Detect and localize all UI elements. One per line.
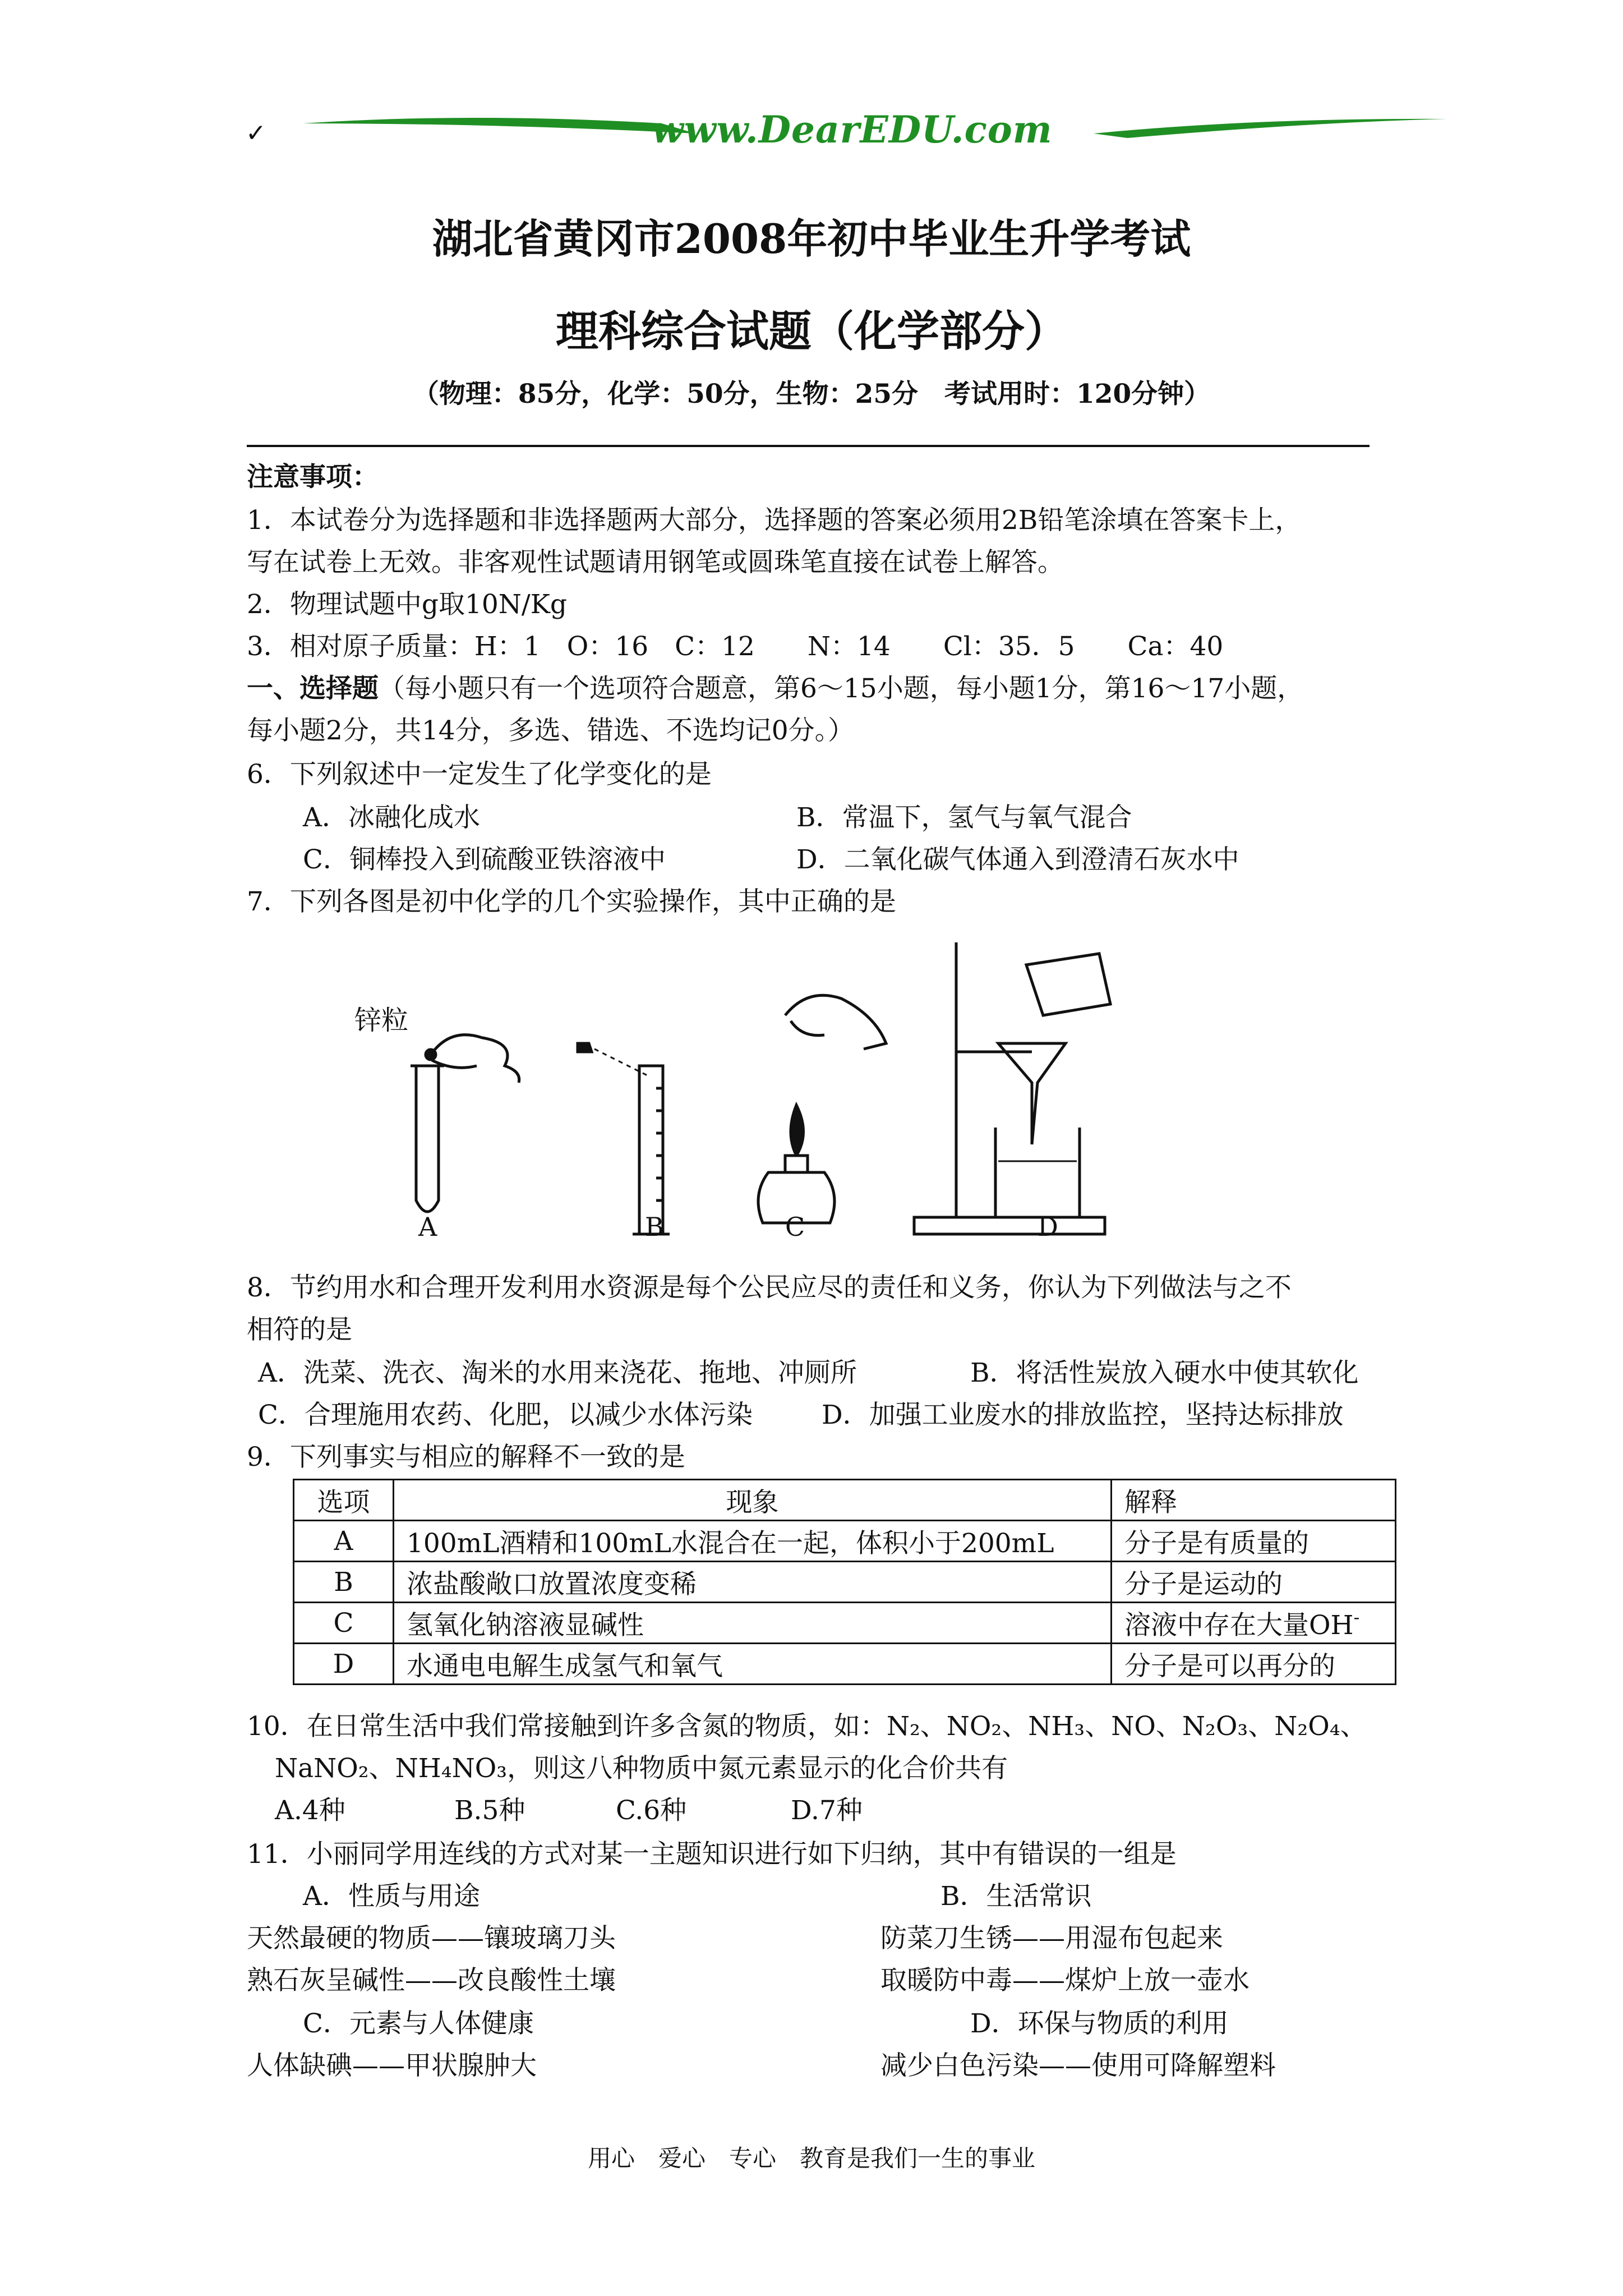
note-1b: 写在试卷上无效。非客观性试题请用钢笔或圆珠笔直接在试卷上解答。 [247,547,1064,578]
q8-stem-1: 8．节约用水和合理开发利用水资源是每个公民应尽的责任和义务，你认为下列做法与之不 [247,1272,1292,1303]
q11-a-item-1: 天然最硬的物质——镶玻璃刀头 [247,1923,616,1954]
q8-option-c: C．合理施用农药、化肥，以减少水体污染 [258,1400,753,1430]
row-option: B [294,1562,394,1603]
row-option: A [294,1521,394,1562]
figure-label-c: C [785,1212,805,1242]
q11-stem: 11．小丽同学用连线的方式对某一主题知识进行如下归纳，其中有错误的一组是 [247,1839,1177,1870]
site-logo-text: www.DearEDU.com [652,108,1053,151]
q8-option-b: B．将活性炭放入硬水中使其软化 [970,1358,1359,1388]
q11-b-item-1: 防菜刀生锈——用湿布包起来 [880,1923,1223,1954]
hydroxide-charge: - [1353,1606,1360,1628]
table-row [294,1603,1396,1644]
table-header-phenomenon: 现象 [394,1480,1112,1521]
q10-stem [247,1705,1367,1748]
figure-d-filtration [914,942,1110,1234]
note-2: 2．物理试题中g取10N/Kg [247,589,567,620]
table-header-row [294,1480,1396,1521]
q8-stem-2: 相符的是 [247,1314,352,1345]
q10-option-a: A.4种 [275,1795,345,1826]
q10-stem-text: 10．在日常生活中我们常接触到许多含氮的物质，如： [247,1711,887,1742]
lab-operations-figure [336,931,1211,1257]
q10-option-b: B.5种 [454,1795,525,1826]
section-1-desc-2: 每小题2分，共14分，多选、错选、不选均记0分。） [247,715,855,746]
banner-swoosh-right [1094,119,1447,138]
title-divider [247,445,1370,447]
exam-subtitle: 理科综合试题（化学部分） [556,306,1067,356]
figure-label-a: A [418,1212,437,1242]
q11-d-item-1: 减少白色污染——使用可降解塑料 [880,2050,1276,2081]
q8-option-a: A．洗菜、洗衣、淘米的水用来浇花、拖地、冲厕所 [258,1358,857,1388]
figure-label-b: B [645,1212,664,1242]
table-row [294,1562,1396,1603]
row-explanation-cell [1112,1603,1396,1644]
score-info: （物理：85分，化学：50分，生物：25分 考试用时：120分钟） [412,379,1211,409]
q7-stem: 7．下列各图是初中化学的几个实验操作，其中正确的是 [247,886,896,917]
q10-stem-2: NaNO₂、NH₄NO₃，则这八种物质中氮元素显示的化合价共有 [275,1753,1008,1784]
q6-option-c: C．铜棒投入到硫酸亚铁溶液中 [303,844,666,875]
row-phenomenon: 水通电电解生成氢气和氧气 [394,1644,1112,1685]
q11-a-title: A．性质与用途 [303,1881,480,1912]
row-phenomenon: 100mL酒精和100mL水混合在一起，体积小于200mL [394,1521,1112,1562]
banner-swoosh-left [303,118,695,134]
figure-b-cylinder [578,1043,670,1234]
q9-stem: 9．下列事实与相应的解释不一致的是 [247,1442,685,1473]
row-option: C [294,1603,394,1644]
table-row [294,1521,1396,1562]
table-header-explanation: 解释 [1112,1480,1396,1521]
table-row [294,1644,1396,1685]
q11-d-title: D．环保与物质的利用 [970,2008,1229,2039]
row-explanation: 分子是运动的 [1112,1562,1396,1603]
q10-option-d: D.7种 [791,1795,863,1826]
q11-c-title: C．元素与人体健康 [303,2008,534,2039]
row-explanation: 溶液中存在大量OH [1124,1609,1354,1641]
figure-a-test-tube [411,1035,519,1212]
exam-title: 湖北省黄冈市2008年初中毕业生升学考试 [432,215,1191,263]
q6-option-b: B．常温下，氢气与氧气混合 [796,802,1132,833]
section-1-desc: （每小题只有一个选项符合题意，第6～15小题，每小题1分，第16～17小题， [379,673,1304,704]
page-footer: 用心 爱心 专心 教育是我们一生的事业 [587,2145,1035,2172]
section-1-intro [247,668,1303,710]
figure-c-alcohol-lamp [758,995,886,1223]
q6-stem: 6．下列叙述中一定发生了化学变化的是 [247,759,712,790]
figure-label-zinc: 锌粒 [354,1005,409,1036]
q11-b-title: B．生活常识 [940,1881,1092,1912]
q8-option-d: D．加强工业废水的排放监控，坚持达标排放 [822,1400,1344,1430]
q6-option-d: D．二氧化碳气体通入到澄清石灰水中 [796,844,1239,875]
note-1a: 1．本试卷分为选择题和非选择题两大部分，选择题的答案必须用2B铅笔涂填在答案卡上， [247,505,1302,536]
checkmark: ✓ [246,119,266,148]
q11-c-item-1: 人体缺碘——甲状腺肿大 [247,2050,537,2081]
row-option: D [294,1644,394,1685]
q9-table [293,1479,1396,1685]
q11-b-item-2: 取暖防中毒——煤炉上放一壶水 [880,1965,1249,1996]
row-phenomenon: 浓盐酸敞口放置浓度变稀 [394,1562,1112,1603]
row-explanation: 分子是有质量的 [1112,1521,1396,1562]
q6-option-a: A．冰融化成水 [303,802,480,833]
q10-option-c: C.6种 [616,1795,687,1826]
notes-heading: 注意事项： [247,462,379,493]
row-explanation: 分子是可以再分的 [1112,1644,1396,1685]
figure-label-d: D [1038,1212,1058,1242]
section-1-label: 一、选择题 [247,673,379,704]
note-3: 3．相对原子质量：H：1 O：16 C：12 N：14 Cl：35．5 Ca：40 [247,631,1224,662]
q10-formulas: N₂、NO₂、NH₃、NO、N₂O₃、N₂O₄、 [886,1711,1367,1742]
table-header-option: 选项 [294,1480,394,1521]
q11-a-item-2: 熟石灰呈碱性——改良酸性土壤 [247,1965,616,1996]
row-phenomenon: 氢氧化钠溶液显碱性 [394,1603,1112,1644]
